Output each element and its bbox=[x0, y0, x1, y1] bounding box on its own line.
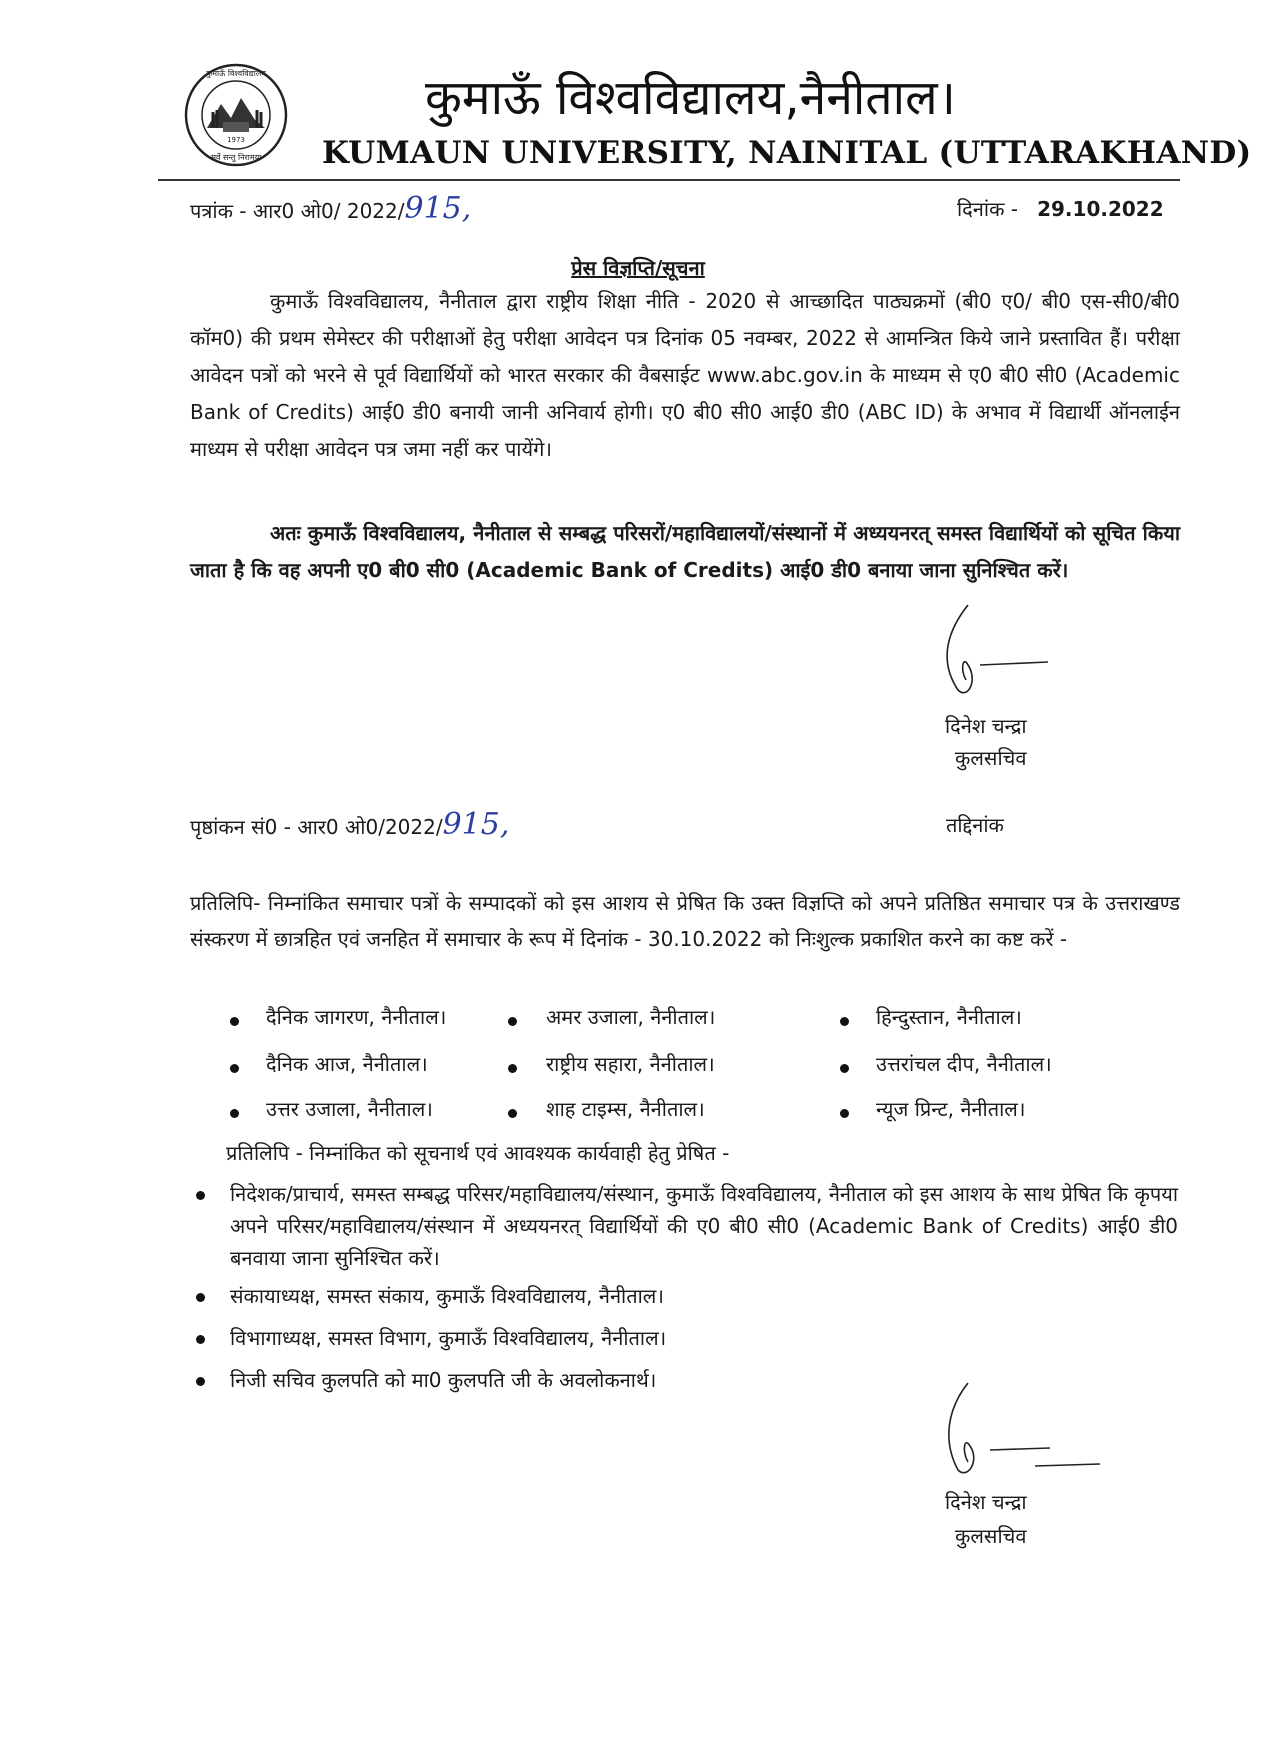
newspaper-item: दैनिक आज, नैनीताल। bbox=[266, 1052, 428, 1076]
newspaper-item: राष्ट्रीय सहारा, नैनीताल। bbox=[546, 1052, 715, 1076]
bullet-icon bbox=[230, 1064, 239, 1073]
signatory-2-designation: कुलसचिव bbox=[955, 1524, 1027, 1548]
date-value: 29.10.2022 bbox=[1037, 197, 1164, 221]
bullet-icon bbox=[508, 1064, 517, 1073]
reference-label: पत्रांक - आर0 ओ0/ 2022/ bbox=[190, 199, 405, 223]
bullet-icon bbox=[196, 1293, 205, 1302]
bullet-icon bbox=[230, 1109, 239, 1118]
bullet-icon bbox=[840, 1017, 849, 1026]
bullet-icon bbox=[196, 1377, 205, 1386]
header-divider bbox=[158, 179, 1180, 181]
university-name-hindi: कुमाऊँ विश्वविद्यालय,नैनीताल। bbox=[425, 70, 956, 126]
endorsement-number bbox=[190, 807, 510, 842]
signature-mark bbox=[940, 1378, 1110, 1488]
handwritten-reference-number: 915, bbox=[404, 191, 472, 226]
official-list-item bbox=[230, 1178, 1178, 1274]
newspaper-item: न्यूज प्रिन्ट, नैनीताल। bbox=[876, 1097, 1026, 1121]
notice-heading: प्रेस विज्ञप्ति/सूचना bbox=[571, 256, 705, 280]
date-label: दिनांक - bbox=[957, 197, 1019, 221]
official-list-item bbox=[230, 1280, 664, 1312]
bullet-icon bbox=[508, 1109, 517, 1118]
bullet-icon bbox=[508, 1017, 517, 1026]
handwritten-endorsement-number: 915, bbox=[442, 807, 510, 842]
official-item-text: निदेशक/प्राचार्य, समस्त सम्बद्ध परिसर/महाविद्यालय/संस्थान, कुमाऊँ विश्वविद्यालय, नैनीताल को इस आशय के साथ प्रेषित कि कृपया अपने परिसर/महाविद्यालय/संस्थान में अध्ययनरत् विद्यार्थियों की ए0 बी0 सी0 (Academic Bank of Credits) आई0 डी0 बनवाया जाना सुनिश्चित करें। bbox=[230, 1182, 1178, 1270]
bullet-icon bbox=[840, 1109, 849, 1118]
official-item-text: निजी सचिव कुलपति को मा0 कुलपति जी के अवलोकनार्थ। bbox=[230, 1368, 657, 1392]
issue-date bbox=[957, 196, 1164, 222]
newspaper-item: दैनिक जागरण, नैनीताल। bbox=[266, 1005, 447, 1029]
university-name-english: KUMAUN UNIVERSITY, NAINITAL (UTTARAKHAND) bbox=[322, 135, 1252, 171]
bullet-icon bbox=[196, 1191, 205, 1200]
newspaper-item: अमर उजाला, नैनीताल। bbox=[546, 1005, 716, 1029]
bullet-icon bbox=[230, 1017, 239, 1026]
copy-to-officials-intro: प्रतिलिपि - निम्नांकित को सूचनार्थ एवं आवश्यक कार्यवाही हेतु प्रेषित - bbox=[226, 1141, 730, 1165]
reference-number bbox=[190, 191, 472, 226]
signatory-1-name: दिनेश चन्द्रा bbox=[945, 714, 1027, 738]
newspaper-item: उत्तरांचल दीप, नैनीताल। bbox=[876, 1052, 1052, 1076]
endorsement-date: तद्दिनांक bbox=[946, 813, 1004, 837]
official-list-item bbox=[230, 1322, 666, 1354]
bullet-icon bbox=[196, 1335, 205, 1344]
svg-text:सर्वे सन्तु निरामया: सर्वे सन्तु निरामया bbox=[210, 153, 262, 162]
endorsement-label: पृष्ठांकन सं0 - आर0 ओ0/2022/ bbox=[190, 815, 443, 839]
signatory-1-designation: कुलसचिव bbox=[955, 746, 1027, 770]
copy-to-papers-intro: प्रतिलिपि- निम्नांकित समाचार पत्रों के सम्पादकों को इस आशय से प्रेषित कि उक्त विज्ञप्ति को अपने प्रतिष्ठित समाचार पत्र के उत्तराखण्ड संस्करण में छात्रहित एवं जनहित में समाचार के रूप में दिनांक - 30.10.2022 को निःशुल्क प्रकाशित करने का कष्ट करें - bbox=[190, 891, 1180, 951]
signatory-2-name: दिनेश चन्द्रा bbox=[945, 1490, 1027, 1514]
notice-paragraph-1: कुमाऊँ विश्वविद्यालय, नैनीताल द्वारा राष्ट्रीय शिक्षा नीति - 2020 से आच्छादित पाठ्यक्रमों (बी0 ए0/ बी0 एस-सी0/बी0 कॉम0) की प्रथम सेमेस्टर की परीक्षाओं हेतु परीक्षा आवेदन पत्र दिनांक 05 नवम्बर, 2022 से आमन्त्रित किये जाने प्रस्तावित हैं। परीक्षा आवेदन पत्रों को भरने से पूर्व विद्यार्थियों को भारत सरकार की वैबसाईट www.abc.gov.in के माध्यम से ए0 बी0 सी0 (Academic Bank of Credits) आई0 डी0 बनायी जानी अनिवार्य होगी। ए0 बी0 सी0 आई0 डी0 (ABC ID) के अभाव में विद्यार्थी ऑनलाईन माध्यम से परीक्षा आवेदन पत्र जमा नहीं कर पायेंगे। bbox=[190, 289, 1180, 461]
signature-mark bbox=[938, 600, 1078, 710]
official-item-text: विभागाध्यक्ष, समस्त विभाग, कुमाऊँ विश्वविद्यालय, नैनीताल। bbox=[230, 1326, 667, 1350]
official-list-item bbox=[230, 1364, 656, 1396]
svg-text:कुमाऊँ विश्वविद्यालय: कुमाऊँ विश्वविद्यालय bbox=[206, 69, 266, 78]
notice-paragraph-2: अतः कुमाऊँ विश्वविद्यालय, नैनीताल से सम्बद्ध परिसरों/महाविद्यालयों/संस्थानों में अध्ययनरत् समस्त विद्यार्थियों को सूचित किया जाता है कि वह अपनी ए0 बी0 सी0 (Academic Bank of Credits) आई0 डी0 बनाया जाना सुनिश्चित करें। bbox=[190, 521, 1180, 582]
newspaper-item: शाह टाइम्स, नैनीताल। bbox=[546, 1097, 705, 1121]
svg-text:1973: 1973 bbox=[227, 136, 245, 144]
newspaper-item: उत्तर उजाला, नैनीताल। bbox=[266, 1097, 433, 1121]
bullet-icon bbox=[840, 1064, 849, 1073]
official-item-text: संकायाध्यक्ष, समस्त संकाय, कुमाऊँ विश्वविद्यालय, नैनीताल। bbox=[230, 1284, 664, 1308]
newspaper-item: हिन्दुस्तान, नैनीताल। bbox=[876, 1005, 1022, 1029]
university-logo-icon bbox=[183, 62, 289, 168]
